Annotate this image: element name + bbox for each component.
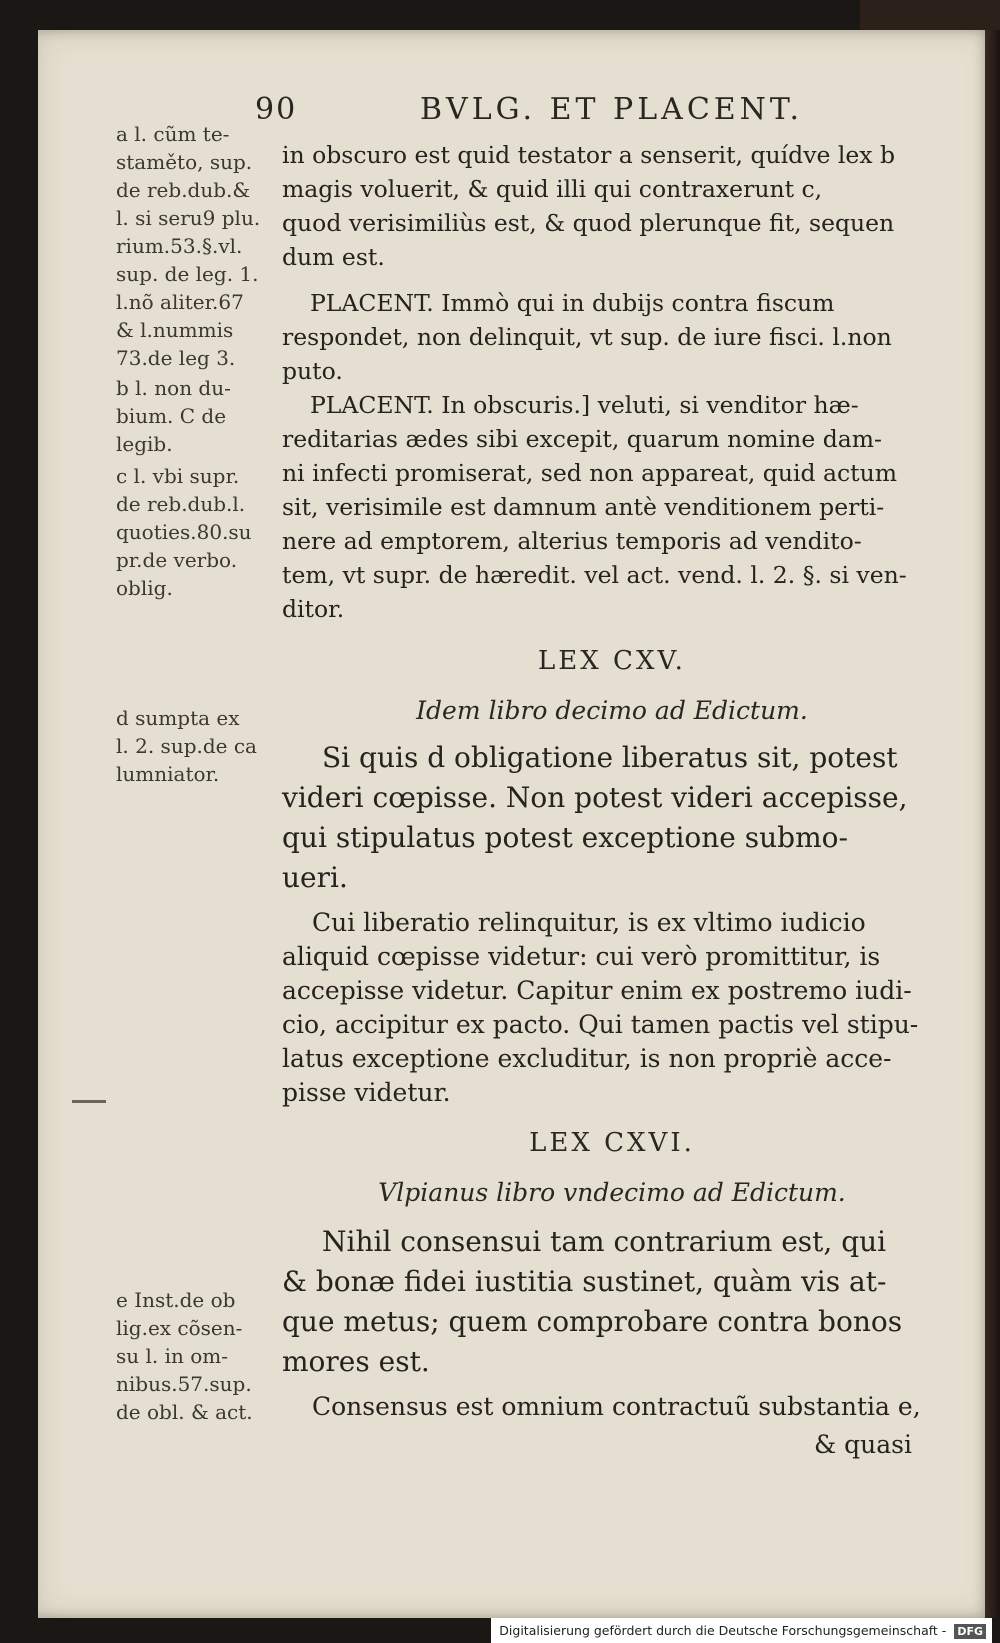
- lex-heading-115: LEX CXV.: [538, 646, 686, 676]
- lex-rubric-116: Vlpianus libro vndecimo ad Edictum.: [378, 1178, 846, 1207]
- marginal-note-e: e Inst.de ob lig.ex cõsen- su l. in om- nibus.57.sup. de obl. & act.: [116, 1288, 253, 1424]
- lex-gloss-115: Cui liberatio relinquitur, is ex vltimo iudicio aliquid cœpisse videtur: cui verò promittitur, is accepisse videtur. Capitur enim ex postremo iudi- cio, accipitur ex pacto. Qui tamen pactis vel stipu- latus exceptione excluditur, is non propriè acce- pisse videtur.: [282, 908, 919, 1107]
- margin-mark: [72, 1100, 106, 1103]
- marginal-note-c: c l. vbi supr. de reb.dub.l. quoties.80.su pr.de verbo. oblig.: [116, 464, 252, 600]
- marginal-note-b: b l. non du- bium. C de legib.: [116, 376, 231, 456]
- marginal-note-d: d sumpta ex l. 2. sup.de ca lumniator.: [116, 706, 257, 786]
- paragraph-placent-1: PLACENT. Immò qui in dubijs contra fiscum respondet, non delinquit, vt sup. de iure fisci. l.non puto.: [282, 289, 892, 385]
- running-title: BVLG. ET PLACENT.: [420, 92, 804, 127]
- credit-text: Digitalisierung gefördert durch die Deutsche Forschungsgemeinschaft -: [499, 1623, 947, 1638]
- paragraph-placent-2: PLACENT. In obscuris.] veluti, si venditor hæ- reditarias ædes sibi excepit, quarum nomine dam- ni infecti promiserat, sed non appareat, quid actum sit, verisimile est damnum antè venditionem perti- nere ad emptorem, alterius temporis ad vendito- tem, vt supr. de hæredit. vel act. vend. l. 2. §. si ven- ditor.: [282, 391, 907, 623]
- lex-rubric-115: Idem libro decimo ad Edictum.: [416, 696, 808, 725]
- lex-heading-116: LEX CXVI.: [529, 1128, 695, 1158]
- digitization-credit: [491, 1618, 992, 1643]
- lex-gloss-116: Consensus est omnium contractuũ substantia e,: [312, 1392, 921, 1421]
- lex-text-115: Si quis d obligatione liberatus sit, potest videri cœpisse. Non potest videri accepisse, qui stipulatus potest exceptione submo- ueri.: [282, 741, 908, 894]
- marginal-note-a: a l. cũm te- staměto, sup. de reb.dub.& l. si seru9 plu. rium.53.§.vl. sup. de leg. 1. l.nõ aliter.67 & l.nummis 73.de leg 3.: [116, 122, 261, 370]
- lex-text-116: Nihil consensui tam contrarium est, qui & bonæ fidei iustitia sustinet, quàm vis at- que metus; quem comprobare contra bonos mores est.: [282, 1225, 903, 1378]
- book-spine-edge: [985, 30, 1000, 1618]
- page-number: 90: [255, 92, 298, 127]
- paragraph-in-obscuro: in obscuro est quid testator a senserit, quídve lex b magis voluerit, & quid illi qui contraxerunt c, quod verisimiliùs est, & quod plerunque fit, sequen dum est.: [282, 141, 896, 271]
- dfg-logo: DFG: [954, 1624, 986, 1639]
- catchword: & quasi: [813, 1430, 912, 1459]
- book-edge-top: [860, 0, 1000, 30]
